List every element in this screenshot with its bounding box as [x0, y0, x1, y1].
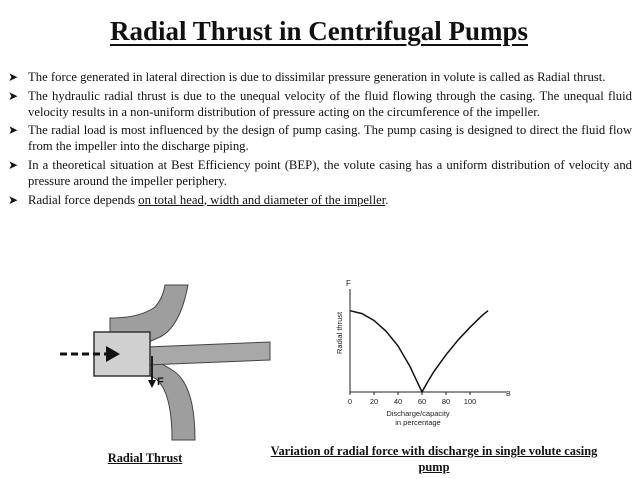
x-tick-label: 100 — [463, 397, 477, 406]
x-tick-label: 20 — [369, 397, 379, 406]
force-label: F — [157, 376, 164, 388]
inlet-box — [94, 332, 150, 376]
bullet-item — [8, 158, 632, 190]
bullet-text: The radial load is most influenced by the design of pump casing. The pump casing is designed to direct the fluid flow from the impeller into the discharge piping. — [28, 123, 632, 154]
arrow-bullet-icon: ➤ — [8, 70, 19, 84]
arrow-bullet-icon: ➤ — [8, 192, 19, 207]
bullet-text: The force generated in lateral direction is due to dissimilar pressure generation in volute is called as Radial thrust. — [28, 70, 606, 84]
bullet-text-underlined: on total head, width and diameter of the impeller — [138, 192, 386, 207]
arrow-bullet-icon: ➤ — [8, 88, 19, 103]
x-tick-labels — [348, 392, 476, 406]
radial-thrust-diagram — [60, 282, 270, 442]
force-arrow-head — [148, 380, 156, 388]
bullet-item — [8, 123, 632, 155]
bullet-item — [8, 193, 632, 209]
data-line — [350, 311, 488, 392]
x-tick-label: 0 — [347, 397, 353, 406]
bullet-text-suffix: . — [385, 192, 389, 207]
chart-caption: Variation of radial force with discharge in single volute casing pump — [270, 444, 598, 474]
x-axis-letter: B — [506, 391, 511, 398]
x-tick-label: 40 — [393, 397, 403, 406]
x-tick-label: 80 — [441, 397, 451, 406]
bullet-item — [8, 89, 632, 121]
x-tick-label: 60 — [417, 397, 427, 406]
y-axis-letter: F — [346, 279, 351, 288]
y-axis-label: Radial thrust — [335, 311, 344, 354]
arrow-bullet-icon: ➤ — [8, 157, 19, 172]
bullet-item — [8, 70, 632, 86]
slide-title: Radial Thrust in Centrifugal Pumps — [109, 16, 529, 46]
bullet-text: The hydraulic radial thrust is due to the unequal velocity of the fluid flowing through the casing. The unequal fluid velocity results in a non-uniform distribution of pressure acting on the circumference of the impeller. — [28, 88, 632, 119]
bullet-text: In a theoretical situation at Best Efficiency point (BEP), the volute casing has a uniform distribution of velocity and pressure around the impeller periphery. — [28, 157, 632, 188]
arrow-bullet-icon: ➤ — [8, 123, 19, 138]
x-axis-label-line2: in percentage — [395, 418, 441, 427]
bullet-list — [8, 70, 632, 211]
left-figure-caption: Radial Thrust — [107, 451, 183, 465]
bullet-text-prefix: Radial force depends — [28, 192, 139, 207]
radial-thrust-chart — [320, 274, 510, 440]
x-axis-label-line1: Discharge/capacity — [386, 409, 450, 418]
